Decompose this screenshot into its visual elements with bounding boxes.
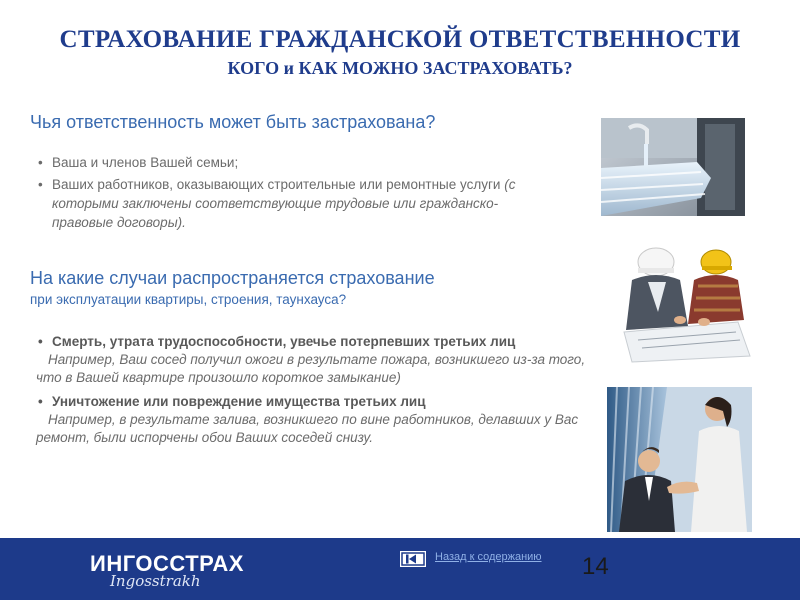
company-logo: ИНГОССТРАХ — [90, 551, 244, 576]
list-item-title-text: Смерть, утрата трудоспособности, увечье потерпевших третьих лиц — [52, 334, 516, 349]
list-item-example — [36, 351, 598, 387]
slide-title: СТРАХОВАНИЕ ГРАЖДАНСКОЙ ОТВЕТСТВЕННОСТИ — [59, 26, 741, 53]
list-item-example — [36, 411, 598, 447]
bullet-icon: • — [38, 334, 43, 349]
bullet-icon: • — [38, 394, 43, 409]
list-item-title — [38, 333, 598, 351]
section1-heading: Чья ответственность может быть застрахована? — [30, 112, 436, 132]
bullet-icon: • — [38, 155, 43, 170]
list-item — [38, 175, 558, 232]
list-item-example-text: Например, в результате залива, возникшего по вине работников, делавших у Вас ремонт, были испорчены обои Ваших соседей снизу. — [36, 412, 579, 445]
list-item-text: Ваших работников, оказывающих строительные или ремонтные услуги — [52, 177, 501, 192]
list-item-title — [38, 393, 598, 411]
section2-subheading: при эксплуатации квартиры, строения, таунхауса? — [30, 292, 347, 307]
list-item-title-text: Уничтожение или повреждение имущества третьих лиц — [52, 394, 426, 409]
back-to-contents-link[interactable]: Назад к содержанию — [435, 551, 542, 563]
list-item-example-text: Например, Ваш сосед получил ожоги в результате пожара, возникшего из-за того, что в Вашей квартире произошло короткое замыкание) — [36, 352, 586, 385]
section1-list — [38, 153, 558, 235]
business-handshake-photo — [607, 387, 752, 532]
list-item-note: (с которыми заключены соответствующие трудовые или гражданско-правовые договоры). — [52, 177, 516, 230]
page-number: 14 — [582, 553, 609, 580]
flooded-kitchen-photo — [601, 118, 745, 216]
list-item — [38, 153, 558, 172]
section2-list — [38, 333, 598, 453]
company-logo-script: Ingosstrakh — [110, 572, 201, 590]
slide-subtitle: КОГО и КАК МОЖНО ЗАСТРАХОВАТЬ? — [227, 58, 573, 78]
list-item-text: Ваша и членов Вашей семьи; — [52, 155, 239, 170]
bullet-icon: • — [38, 177, 43, 192]
back-to-contents-icon[interactable] — [399, 550, 427, 568]
section2-heading: На какие случаи распространяется страхование — [30, 268, 435, 288]
construction-workers-photo — [618, 236, 752, 364]
